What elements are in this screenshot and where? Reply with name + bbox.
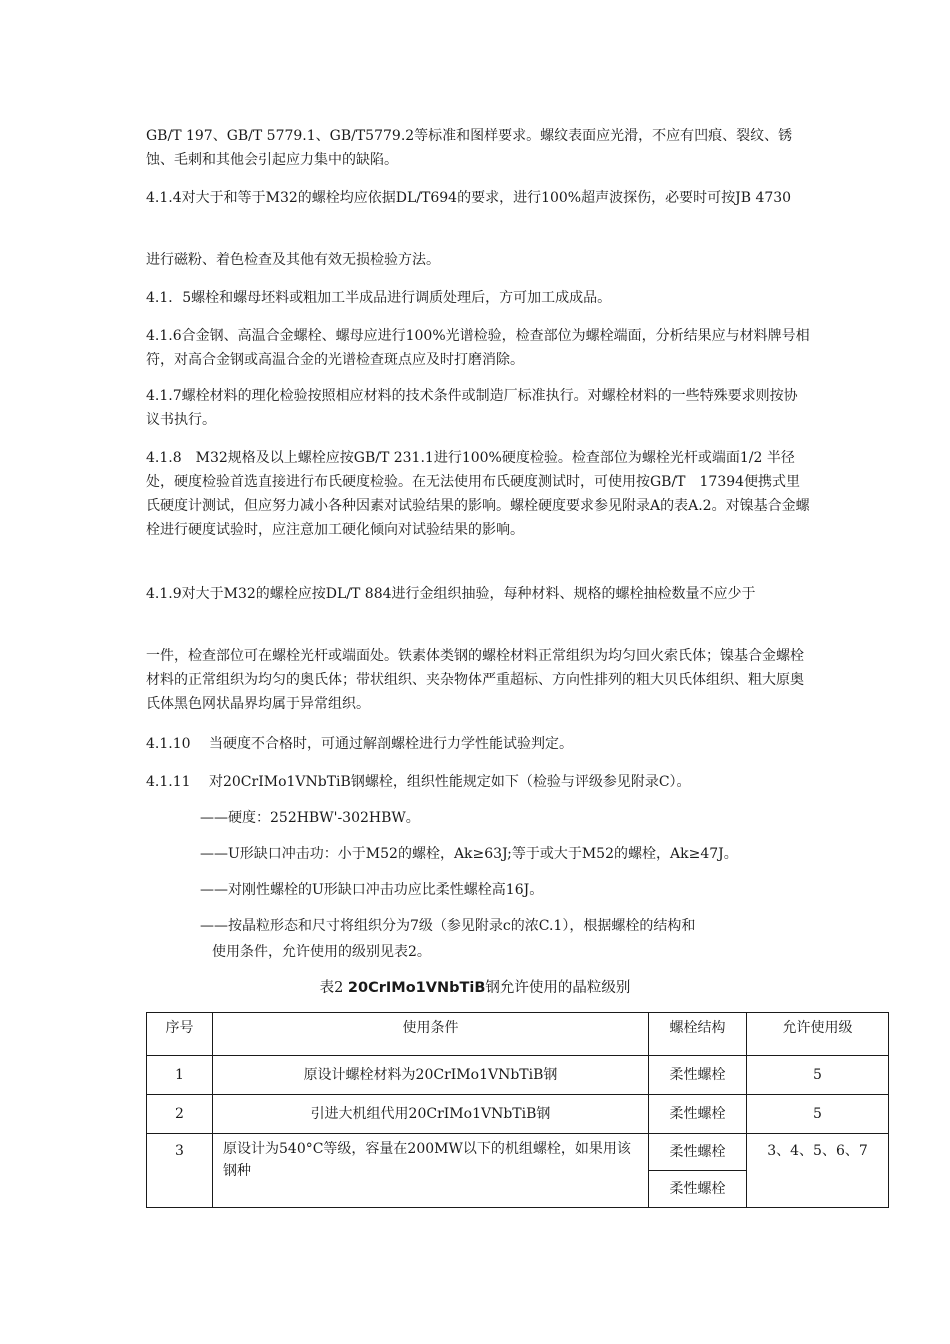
row-structure: 柔性螺栓 xyxy=(649,1095,747,1134)
dash-item-hardness: ——硬度：252HBW'-302HBW。 xyxy=(200,810,420,826)
paragraph-thread-standards: GB/T 197、GB/T 5779.1、GB/T5779.2等标准和图样要求。螺纹表面应光滑，不应有凹痕、裂纹、锈蚀、毛刺和其他会引起应力集中的缺陷。 xyxy=(146,128,793,168)
row-condition: 原设计螺栓材料为20CrIMo1VNbTiB钢 xyxy=(213,1056,649,1095)
header-no: 序号 xyxy=(147,1013,213,1056)
paragraph-4-1-9: 4.1.9对大于M32的螺栓应按DL/T 884进行金组织抽验，每种材料、规格的螺栓抽检数量不应少于 xyxy=(146,586,756,602)
header-structure: 螺栓结构 xyxy=(649,1013,747,1056)
paragraph-4-1-4-continued: 进行磁粉、着色检查及其他有效无损检验方法。 xyxy=(146,252,440,268)
paragraph-4-1-5: 4.1．5螺栓和螺母坯料或粗加工半成品进行调质处理后，方可加工成成品。 xyxy=(146,290,612,306)
row-condition: 原设计为540°C等级，容量在200MW以下的机组螺栓，如果用该钢种 xyxy=(213,1134,649,1208)
row-grade: 3、4、5、6、7 xyxy=(747,1134,889,1208)
header-condition: 使用条件 xyxy=(213,1013,649,1056)
row-no: 1 xyxy=(147,1056,213,1095)
grain-grade-table xyxy=(146,1012,889,1208)
row-grade: 5 xyxy=(747,1095,889,1134)
dash-item-impact-energy: ——U形缺口冲击功：小于M52的螺栓，Ak≥63J;等于或大于M52的螺栓，Ak≥47J。 xyxy=(200,846,738,862)
table-header-row xyxy=(147,1013,889,1056)
caption-prefix: 表2 xyxy=(319,980,348,996)
caption-steel-code: 20CrIMo1VNbTiB xyxy=(347,980,486,996)
table-row xyxy=(147,1056,889,1095)
paragraph-4-1-11: 4.1.11 对20CrIMo1VNbTiB钢螺栓，组织性能规定如下（检验与评级参见附录C）。 xyxy=(146,774,691,790)
paragraph-4-1-6: 4.1.6合金钢、高温合金螺栓、螺母应进行100%光谱检验，检查部位为螺栓端面，分析结果应与材料牌号相符，对高合金钢或高温合金的光谱检查斑点应及时打磨消除。 xyxy=(146,328,810,368)
row-structure: 柔性螺栓 xyxy=(649,1134,747,1171)
table-row xyxy=(147,1095,889,1134)
table-row xyxy=(147,1134,889,1171)
caption-suffix: 钢允许使用的晶粒级别 xyxy=(485,980,631,996)
row-grade: 5 xyxy=(747,1056,889,1095)
header-grade: 允许使用级 xyxy=(747,1013,889,1056)
paragraph-4-1-10: 4.1.10 当硬度不合格时，可通过解剖螺栓进行力学性能试验判定。 xyxy=(146,736,573,752)
paragraph-4-1-9-continued: 一件，检查部位可在螺栓光杆或端面处。铁素体类钢的螺栓材料正常组织为均匀回火索氏体；镍基合金螺栓材料的正常组织为均匀的奥氏体；带状组织、夹杂物体严重超标、方向性排列的粗大贝氏体组织、粗大原奥氏体黑色网状晶界均属于异常组织。 xyxy=(146,648,804,712)
row-structure-sub: 柔性螺栓 xyxy=(649,1171,747,1208)
row-no: 3 xyxy=(147,1134,213,1208)
row-condition: 引进大机组代用20CrIMo1VNbTiB钢 xyxy=(213,1095,649,1134)
row-structure: 柔性螺栓 xyxy=(649,1056,747,1095)
dash-item-grain-grade-continued: 使用条件，允许使用的级别见表2。 xyxy=(212,944,431,960)
paragraph-4-1-7: 4.1.7螺栓材料的理化检验按照相应材料的技术条件或制造厂标准执行。对螺栓材料的一些特殊要求则按协议书执行。 xyxy=(146,388,798,428)
row-no: 2 xyxy=(147,1095,213,1134)
paragraph-4-1-4: 4.1.4对大于和等于M32的螺栓均应依据DL/T694的要求，进行100%超声波探伤，必要时可按JB 4730 xyxy=(146,190,792,206)
table-caption xyxy=(0,976,950,1000)
dash-item-grain-grade: ——按晶粒形态和尺寸将组织分为7级（参见附录c的浓C.1），根据螺栓的结构和 xyxy=(200,918,696,934)
paragraph-4-1-8: 4.1.8 M32规格及以上螺栓应按GB/T 231.1进行100%硬度检验。检查部位为螺栓光杆或端面1/2 半径处，硬度检验首选直接进行布氏硬度检验。在无法使用布氏硬度测试时，可使用按GB/T 17394便携式里氏硬度计测试，但应努力减小各种因素对试验结果的影响。螺栓硬度要求参见附录A的表A.2。对镍基合金螺栓进行硬度试验时，应注意加工硬化倾向对试验结果的影响。 xyxy=(146,450,810,538)
dash-item-rigid-bolt: ——对刚性螺栓的U形缺口冲击功应比柔性螺栓高16J。 xyxy=(200,882,544,898)
